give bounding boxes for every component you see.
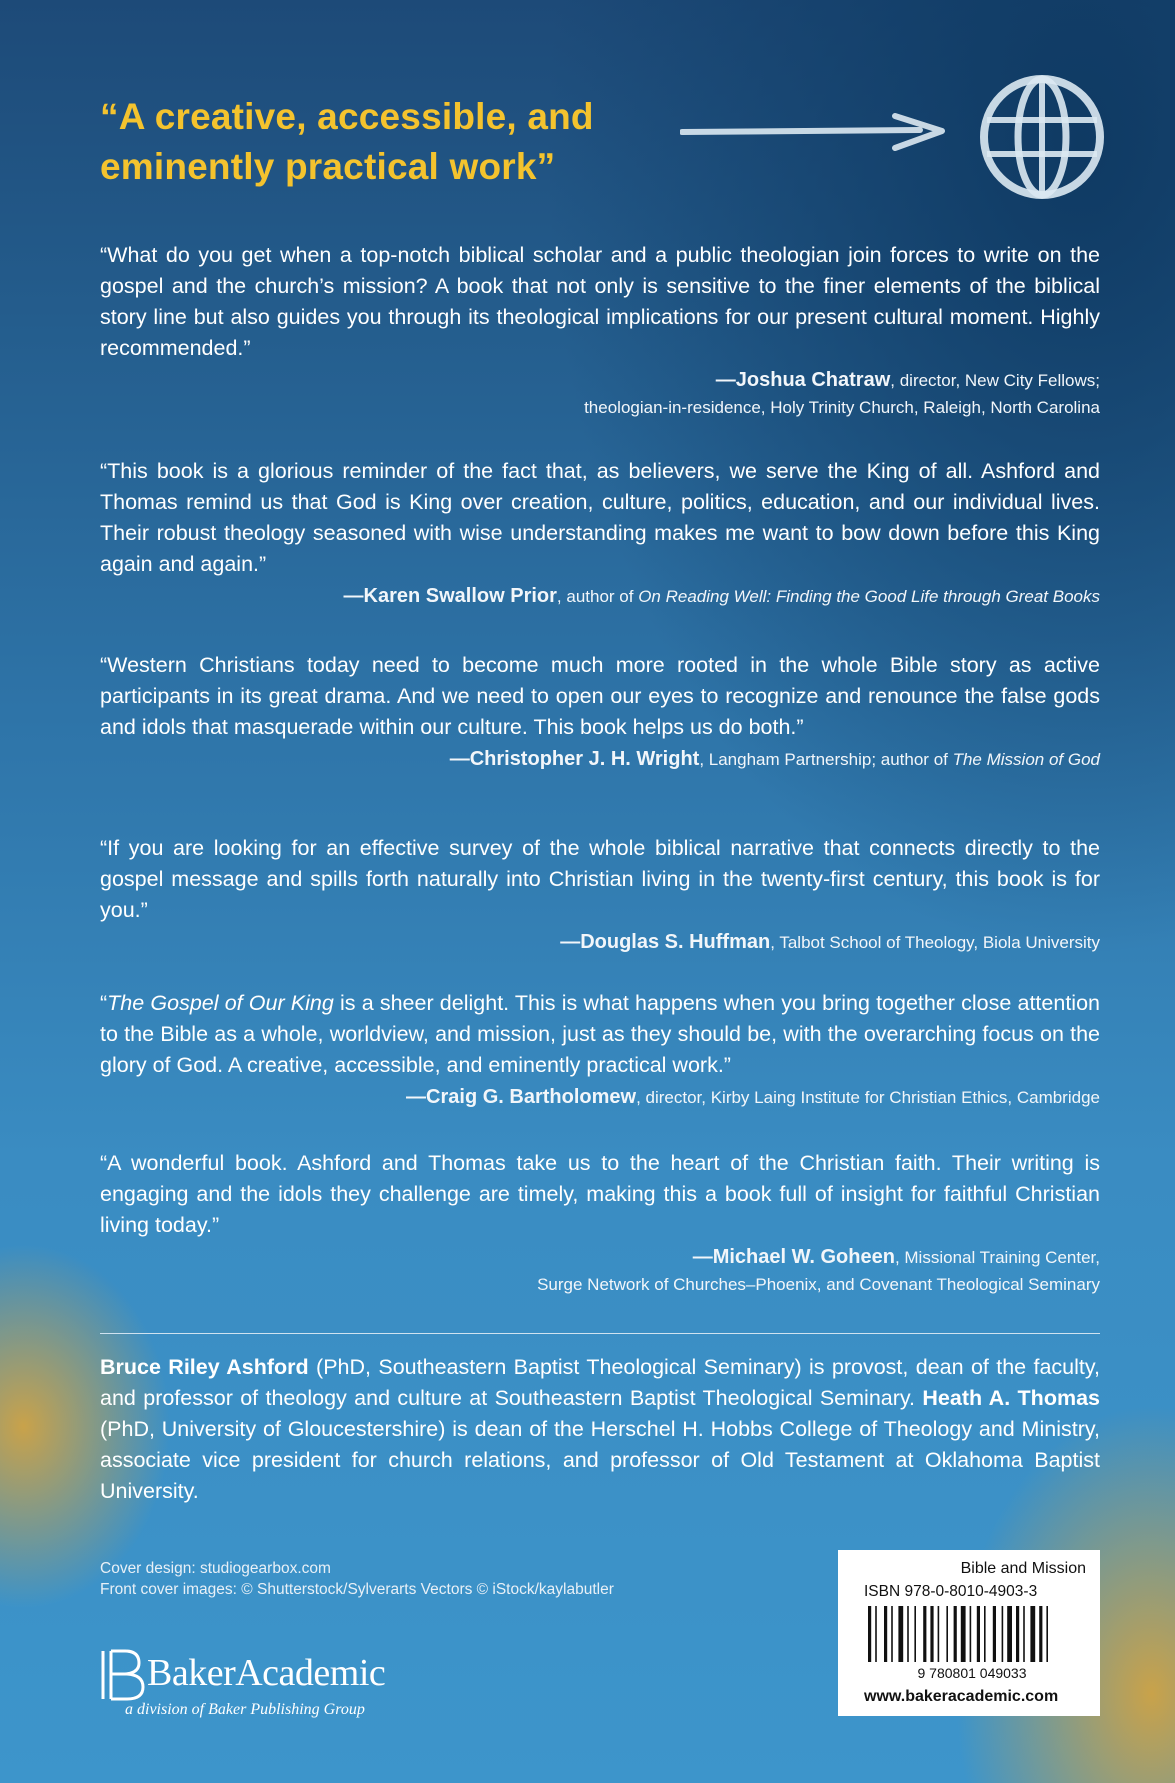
endorser-name: Craig G. Bartholomew	[426, 1086, 637, 1108]
barcode-bar	[898, 1606, 903, 1662]
isbn-number: ISBN 978-0-8010-4903-3	[864, 1583, 1038, 1600]
endorsement-attribution: —Joshua Chatraw, director, New City Fellows; theologian-in-residence, Holy Trinity Church, Raleigh, North Carolina	[100, 367, 1100, 421]
barcode-bar	[938, 1606, 940, 1662]
publisher-name: BakerAcademic	[147, 1652, 386, 1694]
endorsement-attribution: —Karen Swallow Prior, author of On Reading Well: Finding the Good Life through Great Books	[343, 585, 1100, 607]
barcode-bar	[875, 1606, 877, 1662]
globe-icon	[975, 70, 1110, 205]
barcode-bar	[1002, 1606, 1004, 1662]
publisher-logo	[97, 1645, 457, 1725]
endorsement-6	[100, 1148, 1100, 1298]
barcode-bar	[1030, 1606, 1035, 1662]
endorser-name: Douglas S. Huffman	[580, 931, 771, 953]
barcode-bar	[970, 1606, 972, 1662]
isbn-barcode-panel	[838, 1550, 1100, 1716]
endorsement-3	[100, 650, 1100, 773]
barcode-bar	[891, 1606, 893, 1662]
endorser-affiliation-line2: Surge Network of Churches–Phoenix, and Covenant Theological Seminary	[537, 1275, 1100, 1294]
publisher-subtitle: a division of Baker Publishing Group	[125, 1701, 365, 1718]
endorsement-quote: “A wonderful book. Ashford and Thomas take us to the heart of the Christian faith. Their writing is engaging and the idols they challenge are timely, making this a book full of insight for faithful Christian living today.”	[100, 1151, 1100, 1237]
divider-line	[100, 1333, 1100, 1334]
barcode-bar	[946, 1606, 948, 1662]
barcode-bar	[1046, 1606, 1048, 1662]
cover-images-credit: Front cover images: © Shutterstock/Sylverarts Vectors © iStock/kaylabutler	[100, 1581, 614, 1598]
endorser-name: Karen Swallow Prior	[363, 585, 557, 607]
barcode-bar	[993, 1606, 996, 1662]
barcode-bar	[984, 1606, 986, 1662]
endorser-affiliation: , author of	[556, 587, 639, 606]
endorser-affiliation: , Langham Partnership; author of	[699, 750, 953, 769]
endorsement-quote: “Western Christians today need to become much more rooted in the whole Bible story as active participants in its great drama. And we need to open our eyes to recognize and renounce the false gods and idols that masquerade within our culture. This book helps us do both.”	[100, 653, 1100, 739]
endorsement-attribution: —Michael W. Goheen, Missional Training Center, Surge Network of Churches–Phoenix, and Covenant Theological Seminary	[100, 1244, 1100, 1298]
barcode-digits: 9 780801 049033	[917, 1665, 1027, 1680]
baker-b-logo-icon	[97, 1645, 145, 1705]
endorser-affiliation: , director, New City Fellows;	[890, 371, 1100, 390]
endorser-affiliation-line2: theologian-in-residence, Holy Trinity Church, Raleigh, North Carolina	[584, 398, 1100, 417]
endorsement-attribution: —Douglas S. Huffman, Talbot School of Theology, Biola University	[560, 931, 1100, 953]
endorser-name: Joshua Chatraw	[735, 369, 891, 391]
barcode-bar	[954, 1606, 957, 1662]
barcode-bar	[907, 1606, 909, 1662]
barcode-bar	[914, 1606, 916, 1662]
cover-credits	[100, 1558, 614, 1600]
barcode-bar	[884, 1606, 887, 1662]
endorser-affiliation: , Talbot School of Theology, Biola University	[770, 933, 1100, 952]
book-category: Bible and Mission	[960, 1560, 1086, 1577]
headline-quote: “A creative, accessible, and eminently practical work”	[100, 96, 594, 187]
endorser-name: Michael W. Goheen	[712, 1246, 895, 1268]
barcode-bar	[961, 1606, 966, 1662]
endorsement-quote: “What do you get when a top-notch biblical scholar and a public theologian join forces to write on the gospel and the church’s mission? A book that not only is sensitive to the finer elements of the biblical story line but also guides you through its theological implications for our present cultural moment. Highly recommended.”	[100, 243, 1100, 360]
arrow-icon	[680, 112, 950, 152]
author-name-1: Bruce Riley Ashford	[100, 1355, 309, 1379]
cover-design-credit: Cover design: studiogearbox.com	[100, 1560, 331, 1577]
barcode-icon	[864, 1606, 1080, 1680]
endorser-book-title: On Reading Well: Finding the Good Life through Great Books	[638, 587, 1100, 606]
publisher-url: www.bakeracademic.com	[864, 1688, 1059, 1705]
endorsement-quote: “If you are looking for an effective survey of the whole biblical narrative that connects directly to the gospel message and spills forth naturally into Christian living in the twenty-first century, this book is for you.”	[100, 836, 1100, 922]
endorsement-1	[100, 240, 1100, 421]
book-title: The Gospel of Our King	[107, 991, 334, 1015]
endorsement-quote: “This book is a glorious reminder of the fact that, as believers, we serve the King of all. Ashford and Thomas remind us that God is King over creation, culture, politics, education, and our individual lives. Their robust theology seasoned with wise understanding makes me want to bow down before this King again and again.”	[100, 459, 1100, 576]
barcode-bar	[1023, 1606, 1025, 1662]
barcode-bar	[977, 1606, 980, 1662]
barcode-bar	[1016, 1606, 1019, 1662]
endorser-name: Christopher J. H. Wright	[469, 748, 700, 770]
endorsement-2	[100, 456, 1100, 610]
endorsement-5	[100, 988, 1100, 1111]
endorsement-4	[100, 833, 1100, 956]
endorser-affiliation: , Missional Training Center,	[894, 1248, 1100, 1267]
endorser-book-title: The Mission of God	[952, 750, 1100, 769]
endorsement-attribution: —Craig G. Bartholomew, director, Kirby Laing Institute for Christian Ethics, Cambridge	[406, 1086, 1100, 1108]
author-bio: Bruce Riley Ashford (PhD, Southeastern Baptist Theological Seminary) is provost, dean of the faculty, and professor of theology and culture at Southeastern Baptist Theological Seminary. Heath A. Thomas (PhD, University of Gloucestershire) is dean of the Herschel H. Hobbs College of Theology and Ministry, associate vice president for church relations, and professor of Old Testament at Oklahoma Baptist University.	[100, 1355, 1101, 1503]
endorser-affiliation: , director, Kirby Laing Institute for Christian Ethics, Cambridge	[636, 1088, 1100, 1107]
barcode-bar	[1007, 1606, 1012, 1662]
author-name-2: Heath A. Thomas	[922, 1386, 1100, 1410]
barcode-bar	[923, 1606, 926, 1662]
barcode-bar	[930, 1606, 933, 1662]
endorsement-attribution: —Christopher J. H. Wright, Langham Partnership; author of The Mission of God	[449, 748, 1100, 770]
endorsement-quote: “The Gospel of Our King is a sheer delight. This is what happens when you bring together close attention to the Bible as a whole, worldview, and mission, just as they should be, with the overarching focus on the glory of God. A creative, accessible, and eminently practical work.”	[100, 991, 1100, 1077]
barcode-bar	[868, 1606, 871, 1662]
barcode-bar	[1039, 1606, 1042, 1662]
